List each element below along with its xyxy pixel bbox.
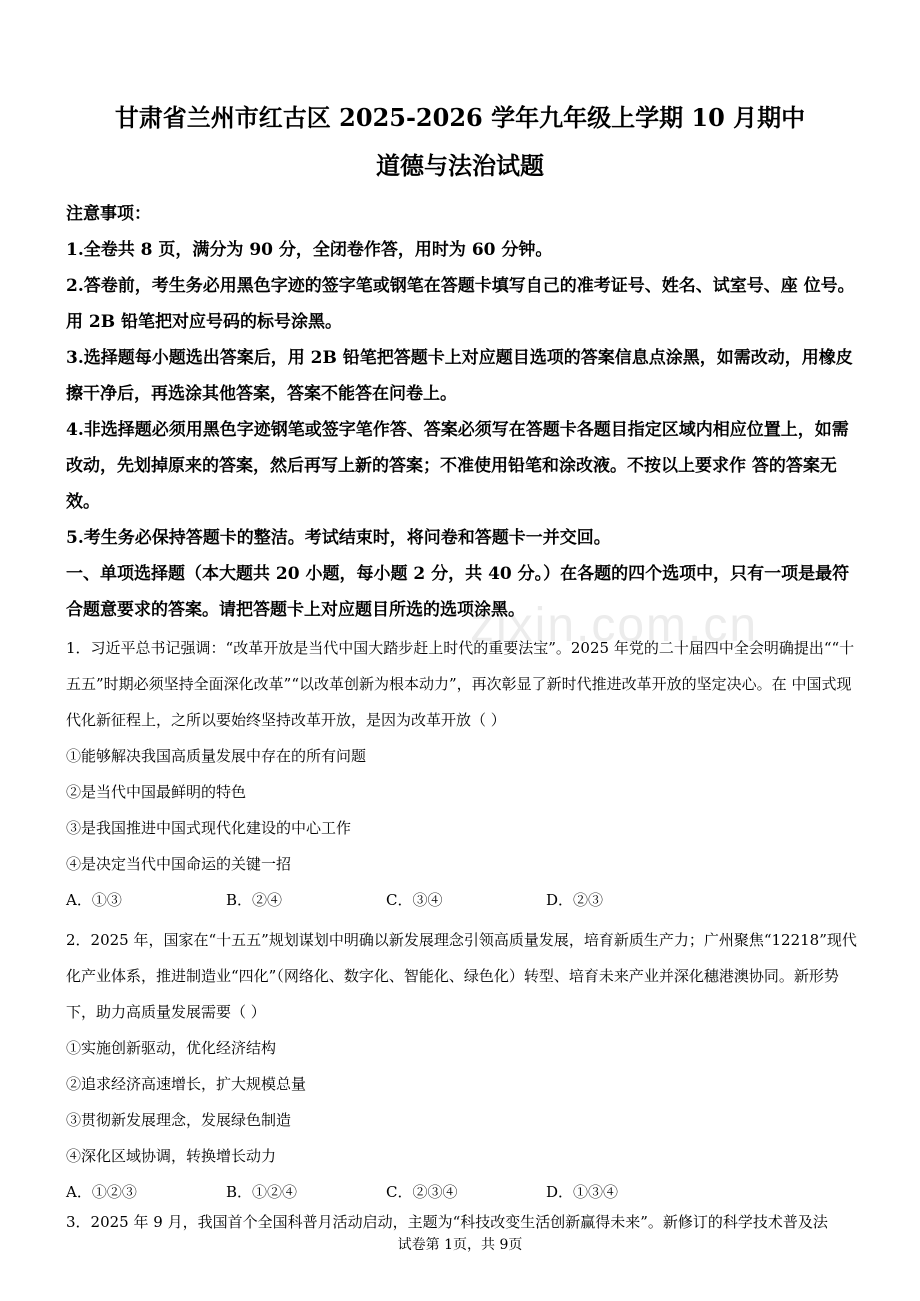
statement-2: ②追求经济高速增长，扩大规模总量 (66, 1075, 307, 1093)
choice-a: A．①③ (66, 891, 122, 909)
section-heading: 一、单项选择题（本大题共 20 小题，每小题 2 分，共 40 分。）在各题的四个选项中，只有一项是最符合题意要求的答案。请把答题卡上对应题目所选的选项涂黑。 (66, 564, 850, 620)
choice-c: C．③④ (386, 891, 443, 909)
choice-b: B．②④ (226, 891, 283, 909)
choice-c: C．②③④ (386, 1183, 458, 1201)
choice-b: B．①②④ (226, 1183, 298, 1201)
choice-a: A．①②③ (66, 1183, 137, 1201)
statement-3: ③是我国推进中国式现代化建设的中心工作 (66, 819, 352, 837)
statement-4: ④是决定当代中国命运的关键一招 (66, 855, 292, 873)
notice-heading: 注意事项： (66, 204, 151, 224)
question-stem: 3．2025 年 9 月，我国首个全国科普月活动启动，主题为“科技改变生活创新赢得未来”。新修订的科学技术普及法 (66, 1213, 828, 1231)
question-2 (66, 922, 866, 1210)
exam-title: 甘肃省兰州市红古区 2025-2026 学年九年级上学期 10 月期中 (114, 103, 806, 132)
question-stem: 2．2025 年，国家在“十五五”规划谋划中明确以新发展理念引领高质量发展，培育新质生产力；广州聚焦“12218”现代化产业体系，推进制造业“四化”（网络化、数字化、智能化、绿色化）转型、培育未来产业并深化穗港澳协同。新形势下，助力高质量发展需要（ ） (66, 931, 857, 1021)
notice-item-5: 5.考生务必保持答题卡的整洁。考试结束时，将问卷和答题卡一并交回。 (66, 528, 611, 548)
page-footer: 试卷第 1页，共 9页 (397, 1237, 523, 1253)
statement-4: ④深化区域协调，转换增长动力 (66, 1147, 277, 1165)
notice-item-2: 2.答卷前，考生务必用黑色字迹的签字笔或钢笔在答题卡填写自己的准考证号、姓名、试室号、座 位号。用 2B 铅笔把对应号码的标号涂黑。 (66, 276, 855, 332)
statement-3: ③贯彻新发展理念，发展绿色制造 (66, 1111, 292, 1129)
statement-2: ②是当代中国最鲜明的特色 (66, 783, 247, 801)
exam-subtitle: 道德与法治试题 (376, 151, 544, 180)
question-1 (66, 630, 866, 918)
notice-item-4: 4.非选择题必须用黑色字迹钢笔或签字笔作答、答案必须写在答题卡各题目指定区域内相应位置上，如需改动，先划掉原来的答案，然后再写上新的答案；不准使用铅笔和涂改液。不按以上要求作 答的答案无效。 (66, 420, 849, 512)
watermark: zixin.com.cn (470, 599, 759, 652)
choice-d: D．②③ (546, 891, 604, 909)
notice-item-1: 1.全卷共 8 页，满分为 90 分，全闭卷作答，用时为 60 分钟。 (66, 240, 553, 260)
question-stem: 1．习近平总书记强调：“改革开放是当代中国大踏步赶上时代的重要法宝”。2025 年党的二十届四中全会明确提出““十五五”时期必须坚持全面深化改革”“以改革创新为根本动力”，再次彰显了新时代推进改革开放的坚定决心。在 中国式现代化新征程上，之所以要始终坚持改革开放，是因为改革开放（ ） (66, 639, 855, 729)
notice-item-3: 3.选择题每小题选出答案后，用 2B 铅笔把答题卡上对应题目选项的答案信息点涂黑，如需改动，用橡皮擦干净后，再选涂其他答案，答案不能答在问卷上。 (66, 348, 853, 404)
choice-d: D．①③④ (546, 1183, 619, 1201)
statement-1: ①能够解决我国高质量发展中存在的所有问题 (66, 747, 367, 765)
answer-choices (66, 882, 866, 918)
statement-1: ①实施创新驱动，优化经济结构 (66, 1039, 277, 1057)
